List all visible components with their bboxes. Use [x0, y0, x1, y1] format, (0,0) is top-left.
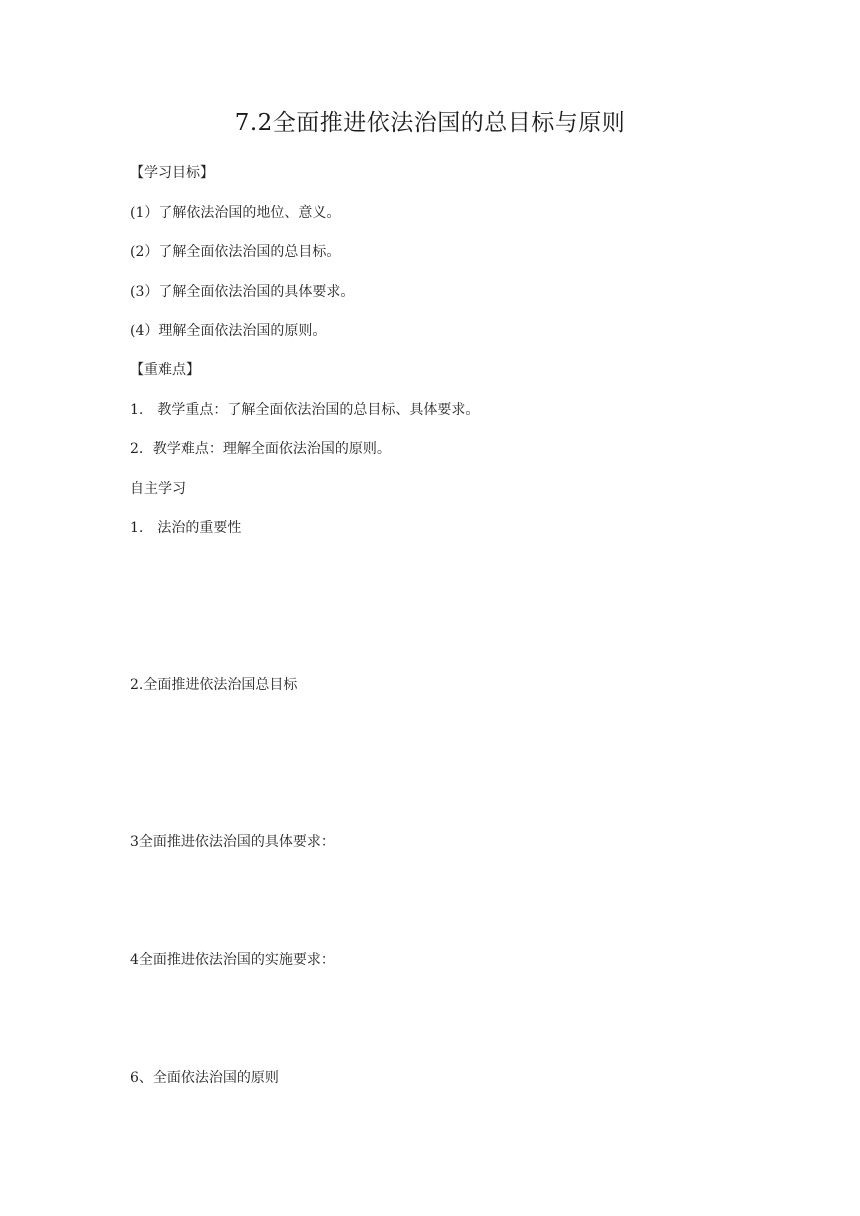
self-study-item: 3全面推进依法治国的具体要求： — [130, 834, 335, 850]
self-study-item: 6、全面依法治国的原则 — [130, 1070, 279, 1086]
learning-goal-item: (2）了解全面依法治国的总目标。 — [130, 244, 341, 260]
key-point-item: 1. 教学重点：了解全面依法治国的总目标、具体要求。 — [130, 402, 480, 418]
learning-goal-item: (3）了解全面依法治国的具体要求。 — [130, 284, 355, 300]
learning-goals-heading: 【学习目标】 — [130, 165, 214, 181]
self-study-heading: 自主学习 — [130, 481, 186, 497]
self-study-item: 4全面推进依法治国的实施要求： — [130, 952, 335, 968]
learning-goal-item: (1）了解依法治国的地位、意义。 — [130, 205, 341, 221]
self-study-item: 1. 法治的重要性 — [130, 520, 242, 536]
learning-goal-item: (4）理解全面依法治国的原则。 — [130, 323, 327, 339]
self-study-item: 2.全面推进依法治国总目标 — [130, 677, 298, 693]
key-points-heading: 【重难点】 — [130, 362, 200, 378]
document-title: 7.2全面推进依法治国的总目标与原则 — [234, 110, 626, 136]
key-point-item: 2．教学难点：理解全面依法治国的原则。 — [130, 441, 391, 457]
